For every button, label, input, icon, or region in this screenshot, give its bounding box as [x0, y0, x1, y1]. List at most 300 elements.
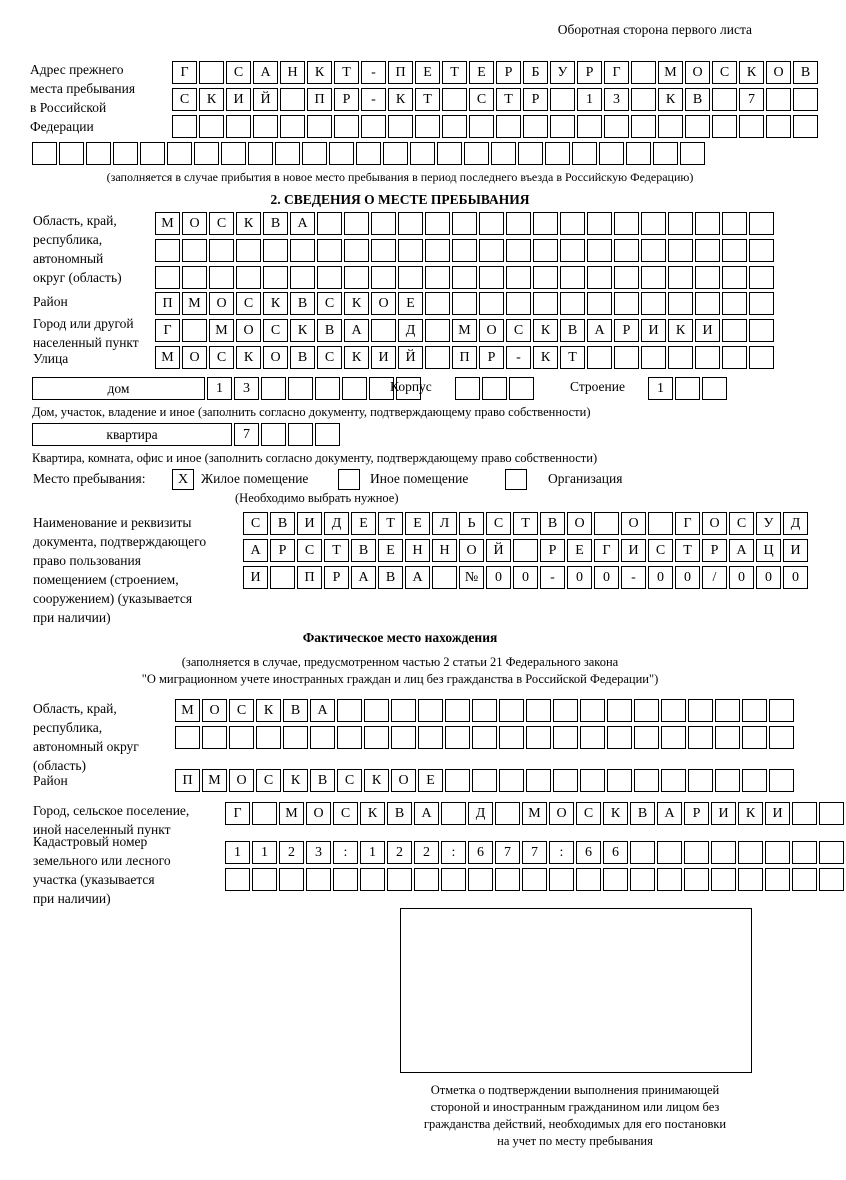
form-cell[interactable]: [472, 769, 497, 792]
form-cell[interactable]: Р: [702, 539, 727, 562]
form-cell[interactable]: [533, 212, 558, 235]
form-cell[interactable]: [668, 266, 693, 289]
form-cell[interactable]: М: [209, 319, 234, 342]
form-cell[interactable]: Р: [496, 61, 521, 84]
form-cell[interactable]: 1: [225, 841, 250, 864]
form-cell[interactable]: [792, 868, 817, 891]
form-cell[interactable]: К: [283, 769, 308, 792]
form-cell[interactable]: [661, 769, 686, 792]
form-cell[interactable]: [452, 239, 477, 262]
form-cell[interactable]: [695, 346, 720, 369]
form-cell[interactable]: [560, 292, 585, 315]
form-cell[interactable]: Т: [378, 512, 403, 535]
form-cell[interactable]: [742, 769, 767, 792]
form-cell[interactable]: И: [695, 319, 720, 342]
form-cell[interactable]: Ц: [756, 539, 781, 562]
form-cell[interactable]: С: [486, 512, 511, 535]
form-cell[interactable]: 7: [739, 88, 764, 111]
stamp-box[interactable]: [400, 908, 752, 1073]
form-cell[interactable]: [587, 292, 612, 315]
form-cell[interactable]: [658, 115, 683, 138]
form-cell[interactable]: 2: [387, 841, 412, 864]
form-cell[interactable]: [261, 377, 286, 400]
form-cell[interactable]: С: [263, 319, 288, 342]
form-cell[interactable]: [445, 769, 470, 792]
form-cell[interactable]: Т: [442, 61, 467, 84]
cadastral-row-1[interactable]: [225, 841, 846, 864]
form-cell[interactable]: [675, 377, 700, 400]
form-cell[interactable]: И: [226, 88, 251, 111]
form-cell[interactable]: [236, 239, 261, 262]
form-cell[interactable]: [468, 868, 493, 891]
form-cell[interactable]: [560, 266, 585, 289]
form-cell[interactable]: [398, 212, 423, 235]
cadastral-row-2[interactable]: [225, 868, 846, 891]
form-cell[interactable]: [641, 239, 666, 262]
actual-region-row-2[interactable]: [175, 726, 796, 749]
form-cell[interactable]: Г: [172, 61, 197, 84]
form-cell[interactable]: [819, 841, 844, 864]
form-cell[interactable]: [479, 212, 504, 235]
form-cell[interactable]: В: [378, 566, 403, 589]
form-cell[interactable]: [414, 868, 439, 891]
form-cell[interactable]: [533, 239, 558, 262]
form-cell[interactable]: [499, 726, 524, 749]
form-cell[interactable]: 7: [522, 841, 547, 864]
prev-address-row-3[interactable]: [172, 115, 820, 138]
form-cell[interactable]: 0: [486, 566, 511, 589]
form-cell[interactable]: А: [253, 61, 278, 84]
form-cell[interactable]: [634, 726, 659, 749]
form-cell[interactable]: С: [243, 512, 268, 535]
document-row-3[interactable]: [243, 566, 810, 589]
form-cell[interactable]: [560, 239, 585, 262]
form-cell[interactable]: [614, 212, 639, 235]
form-cell[interactable]: [364, 699, 389, 722]
form-cell[interactable]: Н: [280, 61, 305, 84]
actual-region-row-1[interactable]: [175, 699, 796, 722]
form-cell[interactable]: [199, 61, 224, 84]
form-cell[interactable]: С: [209, 346, 234, 369]
form-cell[interactable]: [661, 726, 686, 749]
form-cell[interactable]: [307, 115, 332, 138]
form-cell[interactable]: О: [621, 512, 646, 535]
form-cell[interactable]: [442, 88, 467, 111]
form-cell[interactable]: [749, 239, 774, 262]
form-cell[interactable]: Р: [540, 539, 565, 562]
prev-address-row-1[interactable]: [172, 61, 820, 84]
form-cell[interactable]: [437, 142, 462, 165]
form-cell[interactable]: [668, 346, 693, 369]
form-cell[interactable]: 3: [234, 377, 259, 400]
form-cell[interactable]: [317, 239, 342, 262]
form-cell[interactable]: [182, 319, 207, 342]
form-cell[interactable]: И: [243, 566, 268, 589]
form-cell[interactable]: Е: [398, 292, 423, 315]
form-cell[interactable]: С: [229, 699, 254, 722]
form-cell[interactable]: [668, 239, 693, 262]
form-cell[interactable]: О: [263, 346, 288, 369]
form-cell[interactable]: [792, 802, 817, 825]
form-cell[interactable]: [607, 769, 632, 792]
form-cell[interactable]: Р: [324, 566, 349, 589]
form-cell[interactable]: 1: [648, 377, 673, 400]
form-cell[interactable]: 0: [756, 566, 781, 589]
form-cell[interactable]: Г: [604, 61, 629, 84]
form-cell[interactable]: [275, 142, 300, 165]
form-cell[interactable]: А: [729, 539, 754, 562]
form-cell[interactable]: [668, 212, 693, 235]
form-cell[interactable]: [688, 726, 713, 749]
form-cell[interactable]: [472, 699, 497, 722]
section2-region-row-2[interactable]: [155, 239, 776, 262]
form-cell[interactable]: О: [182, 346, 207, 369]
form-cell[interactable]: [398, 266, 423, 289]
form-cell[interactable]: [684, 868, 709, 891]
form-cell[interactable]: В: [560, 319, 585, 342]
form-cell[interactable]: К: [360, 802, 385, 825]
form-cell[interactable]: [252, 802, 277, 825]
form-cell[interactable]: И: [621, 539, 646, 562]
form-cell[interactable]: [337, 726, 362, 749]
form-cell[interactable]: [445, 726, 470, 749]
form-cell[interactable]: [452, 266, 477, 289]
form-cell[interactable]: О: [549, 802, 574, 825]
form-cell[interactable]: [202, 726, 227, 749]
form-cell[interactable]: [661, 699, 686, 722]
form-cell[interactable]: [715, 726, 740, 749]
form-cell[interactable]: [253, 115, 278, 138]
form-cell[interactable]: [711, 868, 736, 891]
form-cell[interactable]: 7: [234, 423, 259, 446]
form-cell[interactable]: О: [766, 61, 791, 84]
form-cell[interactable]: [523, 115, 548, 138]
form-cell[interactable]: [221, 142, 246, 165]
form-cell[interactable]: [342, 377, 367, 400]
form-cell[interactable]: [522, 868, 547, 891]
form-cell[interactable]: Г: [594, 539, 619, 562]
korpus-cells[interactable]: [455, 377, 536, 400]
form-cell[interactable]: [587, 266, 612, 289]
form-cell[interactable]: №: [459, 566, 484, 589]
form-cell[interactable]: С: [648, 539, 673, 562]
form-cell[interactable]: [356, 142, 381, 165]
form-cell[interactable]: Е: [415, 61, 440, 84]
form-cell[interactable]: [302, 142, 327, 165]
form-cell[interactable]: [167, 142, 192, 165]
form-cell[interactable]: [496, 115, 521, 138]
form-cell[interactable]: О: [371, 292, 396, 315]
form-cell[interactable]: К: [388, 88, 413, 111]
form-cell[interactable]: [631, 61, 656, 84]
form-cell[interactable]: У: [756, 512, 781, 535]
form-cell[interactable]: К: [658, 88, 683, 111]
form-cell[interactable]: [306, 868, 331, 891]
form-cell[interactable]: [769, 699, 794, 722]
form-cell[interactable]: [576, 868, 601, 891]
form-cell[interactable]: К: [738, 802, 763, 825]
form-cell[interactable]: [472, 726, 497, 749]
form-cell[interactable]: И: [765, 802, 790, 825]
form-cell[interactable]: [572, 142, 597, 165]
form-cell[interactable]: [680, 142, 705, 165]
form-cell[interactable]: [479, 266, 504, 289]
form-cell[interactable]: Г: [155, 319, 180, 342]
form-cell[interactable]: 0: [567, 566, 592, 589]
form-cell[interactable]: Е: [567, 539, 592, 562]
form-cell[interactable]: О: [479, 319, 504, 342]
form-cell[interactable]: С: [333, 802, 358, 825]
form-cell[interactable]: Д: [398, 319, 423, 342]
form-cell[interactable]: К: [668, 319, 693, 342]
form-cell[interactable]: Р: [334, 88, 359, 111]
form-cell[interactable]: [722, 266, 747, 289]
form-cell[interactable]: Т: [334, 61, 359, 84]
form-cell[interactable]: [415, 115, 440, 138]
form-cell[interactable]: Е: [351, 512, 376, 535]
form-cell[interactable]: [819, 868, 844, 891]
form-cell[interactable]: К: [307, 61, 332, 84]
prev-address-row-2[interactable]: [172, 88, 820, 111]
form-cell[interactable]: [749, 212, 774, 235]
form-cell[interactable]: М: [175, 699, 200, 722]
form-cell[interactable]: А: [344, 319, 369, 342]
form-cell[interactable]: [513, 539, 538, 562]
form-cell[interactable]: [648, 512, 673, 535]
actual-district-row[interactable]: [175, 769, 796, 792]
form-cell[interactable]: О: [182, 212, 207, 235]
form-cell[interactable]: :: [333, 841, 358, 864]
form-cell[interactable]: [749, 292, 774, 315]
form-cell[interactable]: [209, 266, 234, 289]
form-cell[interactable]: К: [263, 292, 288, 315]
form-cell[interactable]: Е: [378, 539, 403, 562]
form-cell[interactable]: [252, 868, 277, 891]
form-cell[interactable]: [607, 699, 632, 722]
form-cell[interactable]: [769, 769, 794, 792]
form-cell[interactable]: [742, 699, 767, 722]
form-cell[interactable]: [712, 115, 737, 138]
form-cell[interactable]: [425, 239, 450, 262]
form-cell[interactable]: С: [256, 769, 281, 792]
form-cell[interactable]: [418, 726, 443, 749]
form-cell[interactable]: Д: [468, 802, 493, 825]
form-cell[interactable]: [425, 346, 450, 369]
form-cell[interactable]: 2: [414, 841, 439, 864]
form-cell[interactable]: -: [506, 346, 531, 369]
form-cell[interactable]: [653, 142, 678, 165]
section2-street-row[interactable]: [155, 346, 776, 369]
form-cell[interactable]: Р: [684, 802, 709, 825]
form-cell[interactable]: [86, 142, 111, 165]
form-cell[interactable]: [506, 292, 531, 315]
form-cell[interactable]: С: [317, 292, 342, 315]
form-cell[interactable]: [290, 266, 315, 289]
form-cell[interactable]: 0: [594, 566, 619, 589]
form-cell[interactable]: М: [522, 802, 547, 825]
form-cell[interactable]: В: [290, 346, 315, 369]
form-cell[interactable]: 1: [360, 841, 385, 864]
form-cell[interactable]: [495, 868, 520, 891]
form-cell[interactable]: О: [229, 769, 254, 792]
form-cell[interactable]: [695, 212, 720, 235]
form-cell[interactable]: 3: [604, 88, 629, 111]
form-cell[interactable]: [506, 212, 531, 235]
form-cell[interactable]: [712, 88, 737, 111]
form-cell[interactable]: В: [351, 539, 376, 562]
form-cell[interactable]: [383, 142, 408, 165]
form-cell[interactable]: [360, 868, 385, 891]
form-cell[interactable]: 0: [513, 566, 538, 589]
form-cell[interactable]: [288, 423, 313, 446]
form-cell[interactable]: [491, 142, 516, 165]
form-cell[interactable]: [344, 239, 369, 262]
form-cell[interactable]: [738, 868, 763, 891]
form-cell[interactable]: [722, 292, 747, 315]
form-cell[interactable]: [371, 266, 396, 289]
form-cell[interactable]: [630, 868, 655, 891]
form-cell[interactable]: [685, 115, 710, 138]
form-cell[interactable]: П: [297, 566, 322, 589]
form-cell[interactable]: Т: [415, 88, 440, 111]
form-cell[interactable]: [509, 377, 534, 400]
form-cell[interactable]: [334, 115, 359, 138]
form-cell[interactable]: [739, 115, 764, 138]
form-cell[interactable]: [657, 868, 682, 891]
form-cell[interactable]: :: [549, 841, 574, 864]
form-cell[interactable]: Б: [523, 61, 548, 84]
stroenie-cells[interactable]: [648, 377, 729, 400]
form-cell[interactable]: 6: [576, 841, 601, 864]
form-cell[interactable]: [310, 726, 335, 749]
form-cell[interactable]: Р: [523, 88, 548, 111]
form-cell[interactable]: О: [567, 512, 592, 535]
form-cell[interactable]: В: [387, 802, 412, 825]
form-cell[interactable]: М: [182, 292, 207, 315]
form-cell[interactable]: [631, 115, 656, 138]
form-cell[interactable]: [577, 115, 602, 138]
form-cell[interactable]: [549, 868, 574, 891]
form-cell[interactable]: Ь: [459, 512, 484, 535]
section2-region-row-1[interactable]: [155, 212, 776, 235]
form-cell[interactable]: [464, 142, 489, 165]
form-cell[interactable]: [479, 239, 504, 262]
form-cell[interactable]: П: [307, 88, 332, 111]
form-cell[interactable]: [766, 88, 791, 111]
form-cell[interactable]: [518, 142, 543, 165]
form-cell[interactable]: С: [317, 346, 342, 369]
form-cell[interactable]: В: [310, 769, 335, 792]
form-cell[interactable]: 2: [279, 841, 304, 864]
form-cell[interactable]: [614, 239, 639, 262]
form-cell[interactable]: В: [283, 699, 308, 722]
form-cell[interactable]: [766, 115, 791, 138]
form-cell[interactable]: /: [702, 566, 727, 589]
form-cell[interactable]: Н: [432, 539, 457, 562]
form-cell[interactable]: [140, 142, 165, 165]
form-cell[interactable]: 0: [783, 566, 808, 589]
form-cell[interactable]: М: [155, 212, 180, 235]
form-cell[interactable]: [482, 377, 507, 400]
form-cell[interactable]: И: [371, 346, 396, 369]
form-cell[interactable]: И: [783, 539, 808, 562]
form-cell[interactable]: [553, 699, 578, 722]
form-cell[interactable]: [688, 769, 713, 792]
form-cell[interactable]: [229, 726, 254, 749]
form-cell[interactable]: [226, 115, 251, 138]
form-cell[interactable]: [495, 802, 520, 825]
form-cell[interactable]: [614, 346, 639, 369]
form-cell[interactable]: [526, 699, 551, 722]
form-cell[interactable]: 0: [675, 566, 700, 589]
form-cell[interactable]: [641, 292, 666, 315]
form-cell[interactable]: [533, 266, 558, 289]
form-cell[interactable]: О: [202, 699, 227, 722]
form-cell[interactable]: [333, 868, 358, 891]
form-cell[interactable]: [688, 699, 713, 722]
form-cell[interactable]: [418, 699, 443, 722]
form-cell[interactable]: [155, 266, 180, 289]
form-cell[interactable]: М: [202, 769, 227, 792]
form-cell[interactable]: [344, 212, 369, 235]
form-cell[interactable]: [614, 266, 639, 289]
form-cell[interactable]: [769, 726, 794, 749]
form-cell[interactable]: [442, 115, 467, 138]
form-cell[interactable]: А: [290, 212, 315, 235]
form-cell[interactable]: Т: [324, 539, 349, 562]
form-cell[interactable]: [315, 377, 340, 400]
form-cell[interactable]: А: [587, 319, 612, 342]
form-cell[interactable]: М: [279, 802, 304, 825]
form-cell[interactable]: А: [243, 539, 268, 562]
form-cell[interactable]: [391, 699, 416, 722]
form-cell[interactable]: С: [236, 292, 261, 315]
form-cell[interactable]: [155, 239, 180, 262]
form-cell[interactable]: [738, 841, 763, 864]
section2-region-row-3[interactable]: [155, 266, 776, 289]
form-cell[interactable]: С: [729, 512, 754, 535]
form-cell[interactable]: [469, 115, 494, 138]
form-cell[interactable]: -: [361, 88, 386, 111]
form-cell[interactable]: 6: [603, 841, 628, 864]
form-cell[interactable]: [594, 512, 619, 535]
form-cell[interactable]: [526, 769, 551, 792]
form-cell[interactable]: [317, 266, 342, 289]
form-cell[interactable]: [261, 423, 286, 446]
form-cell[interactable]: [749, 346, 774, 369]
form-cell[interactable]: Т: [560, 346, 585, 369]
form-cell[interactable]: И: [641, 319, 666, 342]
form-cell[interactable]: [580, 726, 605, 749]
form-cell[interactable]: Т: [675, 539, 700, 562]
form-cell[interactable]: Т: [496, 88, 521, 111]
form-cell[interactable]: [614, 292, 639, 315]
form-cell[interactable]: Г: [675, 512, 700, 535]
prev-address-row-4[interactable]: [32, 142, 707, 165]
form-cell[interactable]: [398, 239, 423, 262]
form-cell[interactable]: [175, 726, 200, 749]
form-cell[interactable]: М: [452, 319, 477, 342]
form-cell[interactable]: [337, 699, 362, 722]
form-cell[interactable]: [113, 142, 138, 165]
form-cell[interactable]: [317, 212, 342, 235]
form-cell[interactable]: [684, 841, 709, 864]
form-cell[interactable]: О: [306, 802, 331, 825]
form-cell[interactable]: Т: [513, 512, 538, 535]
form-cell[interactable]: [580, 769, 605, 792]
form-cell[interactable]: Е: [405, 512, 430, 535]
form-cell[interactable]: [387, 868, 412, 891]
